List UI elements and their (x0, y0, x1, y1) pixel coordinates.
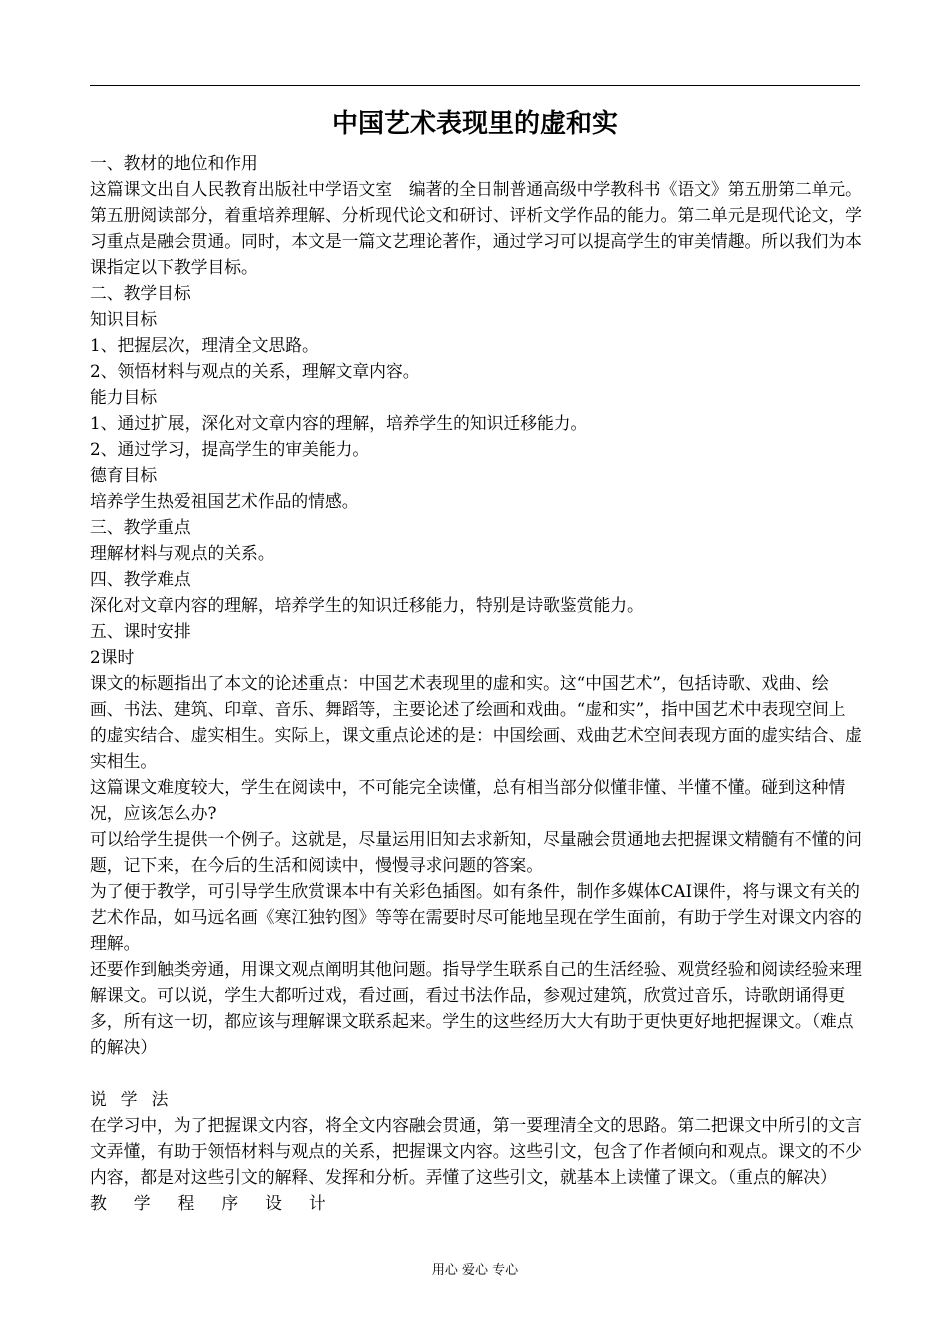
paragraph: 还要作到触类旁通，用课文观点阐明其他问题。指导学生联系自己的生活经验、观赏经验和阅读经验来理解课文。可以说，学生大都听过戏，看过画，看过书法作品，参观过建筑，欣赏过音乐，诗歌朗诵得更多，所有这一切，都应该与理解课文联系起来。学生的这些经历大大有助于更快更好地把握课文。（难点的解决） (90, 959, 862, 1057)
subheading-knowledge-goals: 知识目标 (90, 309, 158, 329)
heading-schedule: 五、课时安排 (90, 621, 191, 641)
subheading-moral-goals: 德育目标 (90, 465, 158, 485)
paragraph-intro: 这篇课文出自人民教育出版社中学语文室 编著的全日制普通高级中学教科书《语文》第五册第二单元。第五册阅读部分，着重培养理解、分析现代论文和研讨、评析文学作品的能力。第二单元是现代论文，学习重点是融会贯通。同时，本文是一篇文艺理论著作，通过学习可以提高学生的审美情趣。所以我们为本课指定以下教学目标。 (90, 179, 862, 277)
page-footer: 用心 爱心 专心 (431, 1263, 519, 1278)
heading-key-points: 三、教学重点 (90, 517, 191, 537)
paragraph: 培养学生热爱祖国艺术作品的情感。 (90, 491, 359, 511)
document-title: 中国艺术表现里的虚和实 (331, 109, 618, 139)
list-item: 1、通过扩展，深化对文章内容的理解，培养学生的知识迁移能力。 (90, 413, 588, 433)
list-item: 1、把握层次，理清全文思路。 (90, 335, 319, 355)
blank-line (90, 1060, 862, 1086)
heading-difficult-points: 四、教学难点 (90, 569, 191, 589)
paragraph: 2课时 (90, 647, 135, 667)
header-rule (90, 85, 860, 86)
paragraph: 为了便于教学，可引导学生欣赏课本中有关彩色插图。如有条件，制作多媒体CAI课件，将与课文有关的艺术作品，如马远名画《寒江独钓图》等等在需要时尽可能地呈现在学生面前，有助于学生对课文内容的理解。 (90, 881, 862, 953)
paragraph: 这篇课文难度较大，学生在阅读中，不可能完全读懂，总有相当部分似懂非懂、半懂不懂。碰到这种情况，应该怎么办? (90, 777, 846, 823)
subheading-ability-goals: 能力目标 (90, 387, 158, 407)
paragraph: 理解材料与观点的关系。 (90, 543, 275, 563)
heading-study-method: 说学法 (90, 1089, 183, 1109)
paragraph: 在学习中，为了把握课文内容，将全文内容融会贯通，第一要理清全文的思路。第二把课文中所引的文言文弄懂，有助于领悟材料与观点的关系，把握课文内容。这些引文，包含了作者倾向和观点。课文的不少内容，都是对这些引文的解释、发挥和分析。弄懂了这些引文，就基本上读懂了课文。（重点的解决） (90, 1115, 862, 1187)
heading-teaching-material: 一、教材的地位和作用 (90, 153, 258, 173)
heading-teaching-procedure: 教学程序设计 (90, 1193, 353, 1213)
document-body (90, 150, 862, 1216)
list-item: 2、通过学习，提高学生的审美能力。 (90, 439, 370, 459)
heading-teaching-goals: 二、教学目标 (90, 283, 191, 303)
paragraph: 深化对文章内容的理解，培养学生的知识迁移能力，特别是诗歌鉴赏能力。 (90, 595, 644, 615)
paragraph: 课文的标题指出了本文的论述重点：中国艺术表现里的虚和实。这“中国艺术”，包括诗歌、戏曲、绘画、书法、建筑、印章、音乐、舞蹈等，主要论述了绘画和戏曲。“虚和实”，指中国艺术中表现空间上的虚实结合、虚实相生。实际上，课文重点论述的是：中国绘画、戏曲艺术空间表现方面的虚实结合、虚实相生。 (90, 673, 862, 771)
list-item: 2、领悟材料与观点的关系，理解文章内容。 (90, 361, 420, 381)
paragraph: 可以给学生提供一个例子。这就是，尽量运用旧知去求新知，尽量融会贯通地去把握课文精髓有不懂的问题，记下来，在今后的生活和阅读中，慢慢寻求问题的答案。 (90, 829, 862, 875)
